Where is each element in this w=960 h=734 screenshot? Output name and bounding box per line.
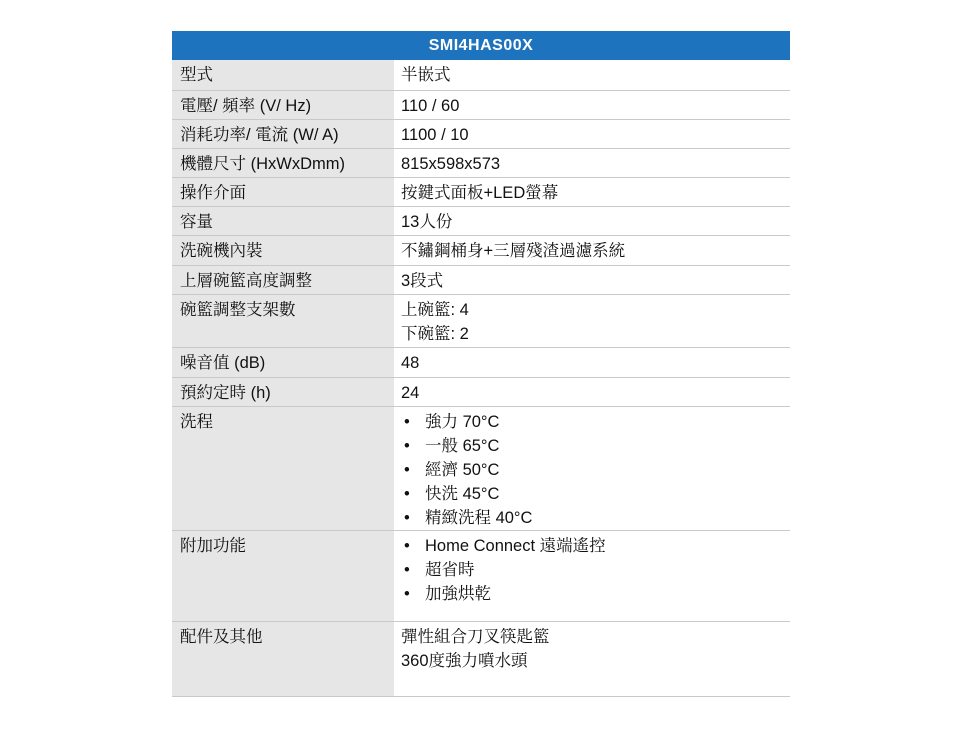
row-label: 消耗功率/ 電流 (W/ A): [172, 119, 394, 148]
row-label: 型式: [172, 60, 394, 90]
row-value: [394, 294, 790, 347]
spec-table: [172, 31, 790, 697]
table-row: [172, 406, 790, 530]
table-row: [172, 148, 790, 177]
table-row: [172, 347, 790, 377]
row-label: 上層碗籃高度調整: [172, 265, 394, 294]
row-value: 110 / 60: [394, 90, 790, 119]
row-value: 815x598x573: [394, 148, 790, 177]
row-value: 半嵌式: [394, 60, 790, 90]
row-value: 按鍵式面板+LED螢幕: [394, 177, 790, 206]
table-row: [172, 177, 790, 206]
row-value: [394, 530, 790, 621]
basket-upper-count: 上碗籃: 4: [401, 300, 469, 319]
row-label: 電壓/ 頻率 (V/ Hz): [172, 90, 394, 119]
list-item: • 超省時: [401, 558, 790, 582]
row-label: 噪音值 (dB): [172, 347, 394, 377]
row-label: 洗碗機內裝: [172, 235, 394, 265]
model-title: SMI4HAS00X: [172, 31, 790, 60]
table-row: [172, 119, 790, 148]
list-item: • 精緻洗程 40°C: [401, 506, 790, 530]
list-item: • 快洗 45°C: [401, 482, 790, 506]
row-label: 預約定時 (h): [172, 377, 394, 406]
table-row: [172, 90, 790, 119]
row-label: 機體尺寸 (HxWxDmm): [172, 148, 394, 177]
table-row: [172, 235, 790, 265]
row-value: 1100 / 10: [394, 119, 790, 148]
table-row: [172, 530, 790, 621]
list-item: • 經濟 50°C: [401, 458, 790, 482]
row-label: 附加功能: [172, 530, 394, 621]
basket-lower-count: 下碗籃: 2: [401, 324, 469, 343]
table-row: [172, 265, 790, 294]
extra-feature-list: [401, 534, 790, 606]
table-row: [172, 206, 790, 235]
table-row: [172, 60, 790, 90]
row-label: 操作介面: [172, 177, 394, 206]
wash-program-list: [401, 410, 790, 530]
list-item: • Home Connect 遠端遙控: [401, 534, 790, 558]
list-item: • 加強烘乾: [401, 582, 790, 606]
accessory-item: 彈性組合刀叉筷匙籃: [401, 627, 550, 646]
row-value: 13人份: [394, 206, 790, 235]
table-row: [172, 294, 790, 347]
row-value: [394, 406, 790, 530]
row-value: 48: [394, 347, 790, 377]
row-value: [394, 621, 790, 696]
table-row: [172, 621, 790, 696]
row-label: 洗程: [172, 406, 394, 530]
accessory-item: 360度強力噴水頭: [401, 651, 528, 670]
row-label: 容量: [172, 206, 394, 235]
row-value: 不鏽鋼桶身+三層殘渣過濾系統: [394, 235, 790, 265]
row-value: 3段式: [394, 265, 790, 294]
row-label: 碗籃調整支架數: [172, 294, 394, 347]
list-item: • 強力 70°C: [401, 410, 790, 434]
row-label: 配件及其他: [172, 621, 394, 696]
row-value: 24: [394, 377, 790, 406]
table-row: [172, 377, 790, 406]
list-item: • 一般 65°C: [401, 434, 790, 458]
table-header-row: [172, 31, 790, 60]
